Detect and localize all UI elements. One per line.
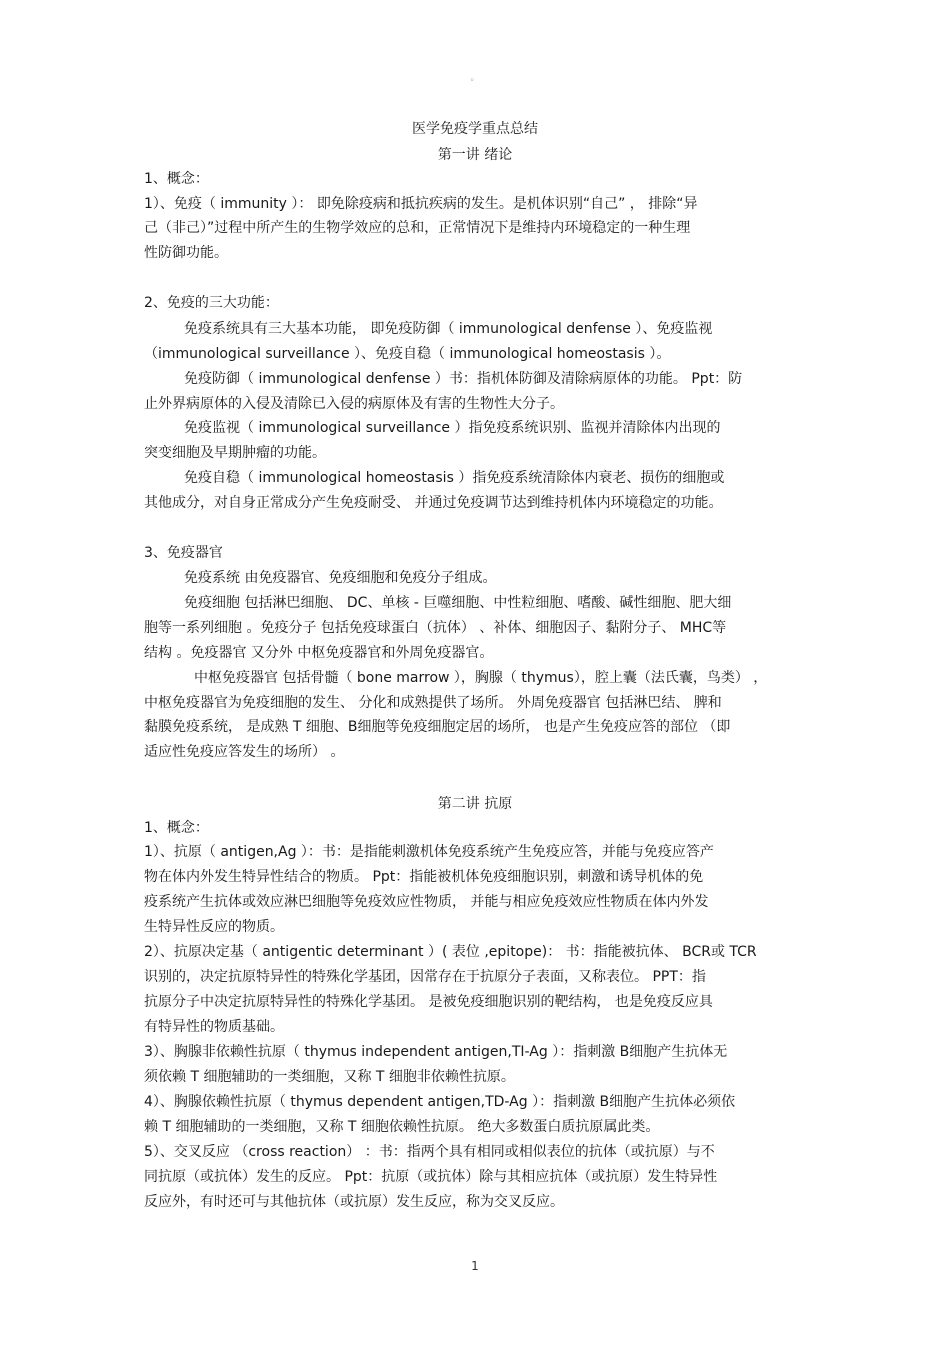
paragraph-line: 免疫系统 由免疫器官、免疫细胞和免疫分子组成。 <box>184 570 497 586</box>
paragraph-line: 免疫防御（ immunological denfense ）书：指机体防御及清除病原体的功能。 Ppt：防 <box>184 371 743 387</box>
paragraph-line: 免疫监视（ immunological surveillance ）指免疫系统识别、监视并清除体内出现的 <box>184 420 721 436</box>
paragraph-line: （immunological surveillance ）、免疫自稳（ immunological homeostasis ）。 <box>144 346 671 362</box>
paragraph-line: 须依赖 T 细胞辅助的一类细胞，又称 T 细胞非依赖性抗原。 <box>144 1069 515 1085</box>
section-heading: 2、免疫的三大功能： <box>144 295 279 311</box>
paragraph-line: 生特异性反应的物质。 <box>144 919 284 935</box>
paragraph-line: 结构 。免疫器官 又分外 中枢免疫器官和外周免疫器官。 <box>144 645 494 661</box>
lecture2-heading: 第二讲 抗原 <box>437 796 513 812</box>
paragraph-line: 有特异性的物质基础。 <box>144 1019 284 1035</box>
lecture1-heading: 第一讲 绪论 <box>437 147 513 163</box>
header-mark: 。 <box>470 73 480 83</box>
paragraph-line: 己（非己）”过程中所产生的生物学效应的总和，正常情况下是维持内环境稳定的一种生理 <box>144 220 691 236</box>
paragraph-line: 5）、交叉反应 （cross reaction） ：书：指两个具有相同或相似表位的抗体（或抗原）与不 <box>144 1144 715 1160</box>
paragraph-line: 1）、免疫（ immunity ）： 即免除疫病和抵抗疾病的发生。是机体识别“自己” ， 排除“异 <box>144 196 698 212</box>
paragraph-line: 赖 T 细胞辅助的一类细胞，又称 T 细胞依赖性抗原。 绝大多数蛋白质抗原属此类。 <box>144 1119 660 1135</box>
paragraph-line: 止外界病原体的入侵及清除已入侵的病原体及有害的生物性大分子。 <box>144 396 564 412</box>
paragraph-line: 免疫细胞 包括淋巴细胞、 DC、单核 - 巨噬细胞、中性粒细胞、嗜酸、碱性细胞、肥大细 <box>184 595 732 611</box>
paragraph-line: 中枢免疫器官 包括骨髓（ bone marrow ），胸腺（ thymus），腔上囊（法氏囊，鸟类） ， <box>194 670 768 686</box>
paragraph-line: 其他成分，对自身正常成分产生免疫耐受、 并通过免疫调节达到维持机体内环境稳定的功能。 <box>144 495 723 511</box>
paragraph-line: 中枢免疫器官为免疫细胞的发生、 分化和成熟提供了场所。 外周免疫器官 包括淋巴结、 脾和 <box>144 695 722 711</box>
paragraph-line: 2）、抗原决定基（ antigentic determinant ）( 表位 ,epitope)： 书：指能被抗体、 BCR或 TCR <box>144 944 757 960</box>
paragraph-line: 突变细胞及早期肿瘤的功能。 <box>144 445 326 461</box>
document-title: 医学免疫学重点总结 <box>412 121 538 137</box>
section-heading: 3、免疫器官 <box>144 545 223 561</box>
paragraph-line: 免疫自稳（ immunological homeostasis ）指免疫系统清除体内衰老、损伤的细胞或 <box>184 470 725 486</box>
paragraph-line: 性防御功能。 <box>144 245 228 261</box>
paragraph-line: 适应性免疫应答发生的场所） 。 <box>144 744 345 760</box>
paragraph-line: 抗原分子中决定抗原特异性的特殊化学基团。 是被免疫细胞识别的靶结构， 也是免疫反应具 <box>144 994 713 1010</box>
paragraph-line: 4）、胸腺依赖性抗原（ thymus dependent antigen,TD-Ag ）：指刺激 B细胞产生抗体必须依 <box>144 1094 736 1110</box>
paragraph-line: 同抗原（或抗体）发生的反应。 Ppt：抗原（或抗体）除与其相应抗体（或抗原）发生特异性 <box>144 1169 718 1185</box>
paragraph-line: 物在体内外发生特异性结合的物质。 Ppt：指能被机体免疫细胞识别，刺激和诱导机体的免 <box>144 869 704 885</box>
paragraph-line: 1）、抗原（ antigen,Ag ）：书：是指能刺激机体免疫系统产生免疫应答，并能与免疫应答产 <box>144 844 714 860</box>
paragraph-line: 黏膜免疫系统， 是成熟 T 细胞、B细胞等免疫细胞定居的场所， 也是产生免疫应答的部位 （即 <box>144 719 731 735</box>
paragraph-line: 胞等一系列细胞 。免疫分子 包括免疫球蛋白（抗体） 、补体、细胞因子、黏附分子、 MHC等 <box>144 620 727 636</box>
page-number: 1 <box>471 1259 479 1273</box>
section-heading: 1、概念： <box>144 820 209 836</box>
paragraph-line: 免疫系统具有三大基本功能， 即免疫防御（ immunological denfense ）、免疫监视 <box>184 321 713 337</box>
section-heading: 1、概念： <box>144 171 209 187</box>
paragraph-line: 3）、胸腺非依赖性抗原（ thymus independent antigen,TI-Ag ）：指刺激 B细胞产生抗体无 <box>144 1044 728 1060</box>
paragraph-line: 疫系统产生抗体或效应淋巴细胞等免疫效应性物质， 并能与相应免疫效应性物质在体内外发 <box>144 894 709 910</box>
paragraph-line: 反应外，有时还可与其他抗体（或抗原）发生反应，称为交叉反应。 <box>144 1194 564 1210</box>
paragraph-line: 识别的，决定抗原特异性的特殊化学基团，因常存在于抗原分子表面，又称表位。 PPT：指 <box>144 969 706 985</box>
